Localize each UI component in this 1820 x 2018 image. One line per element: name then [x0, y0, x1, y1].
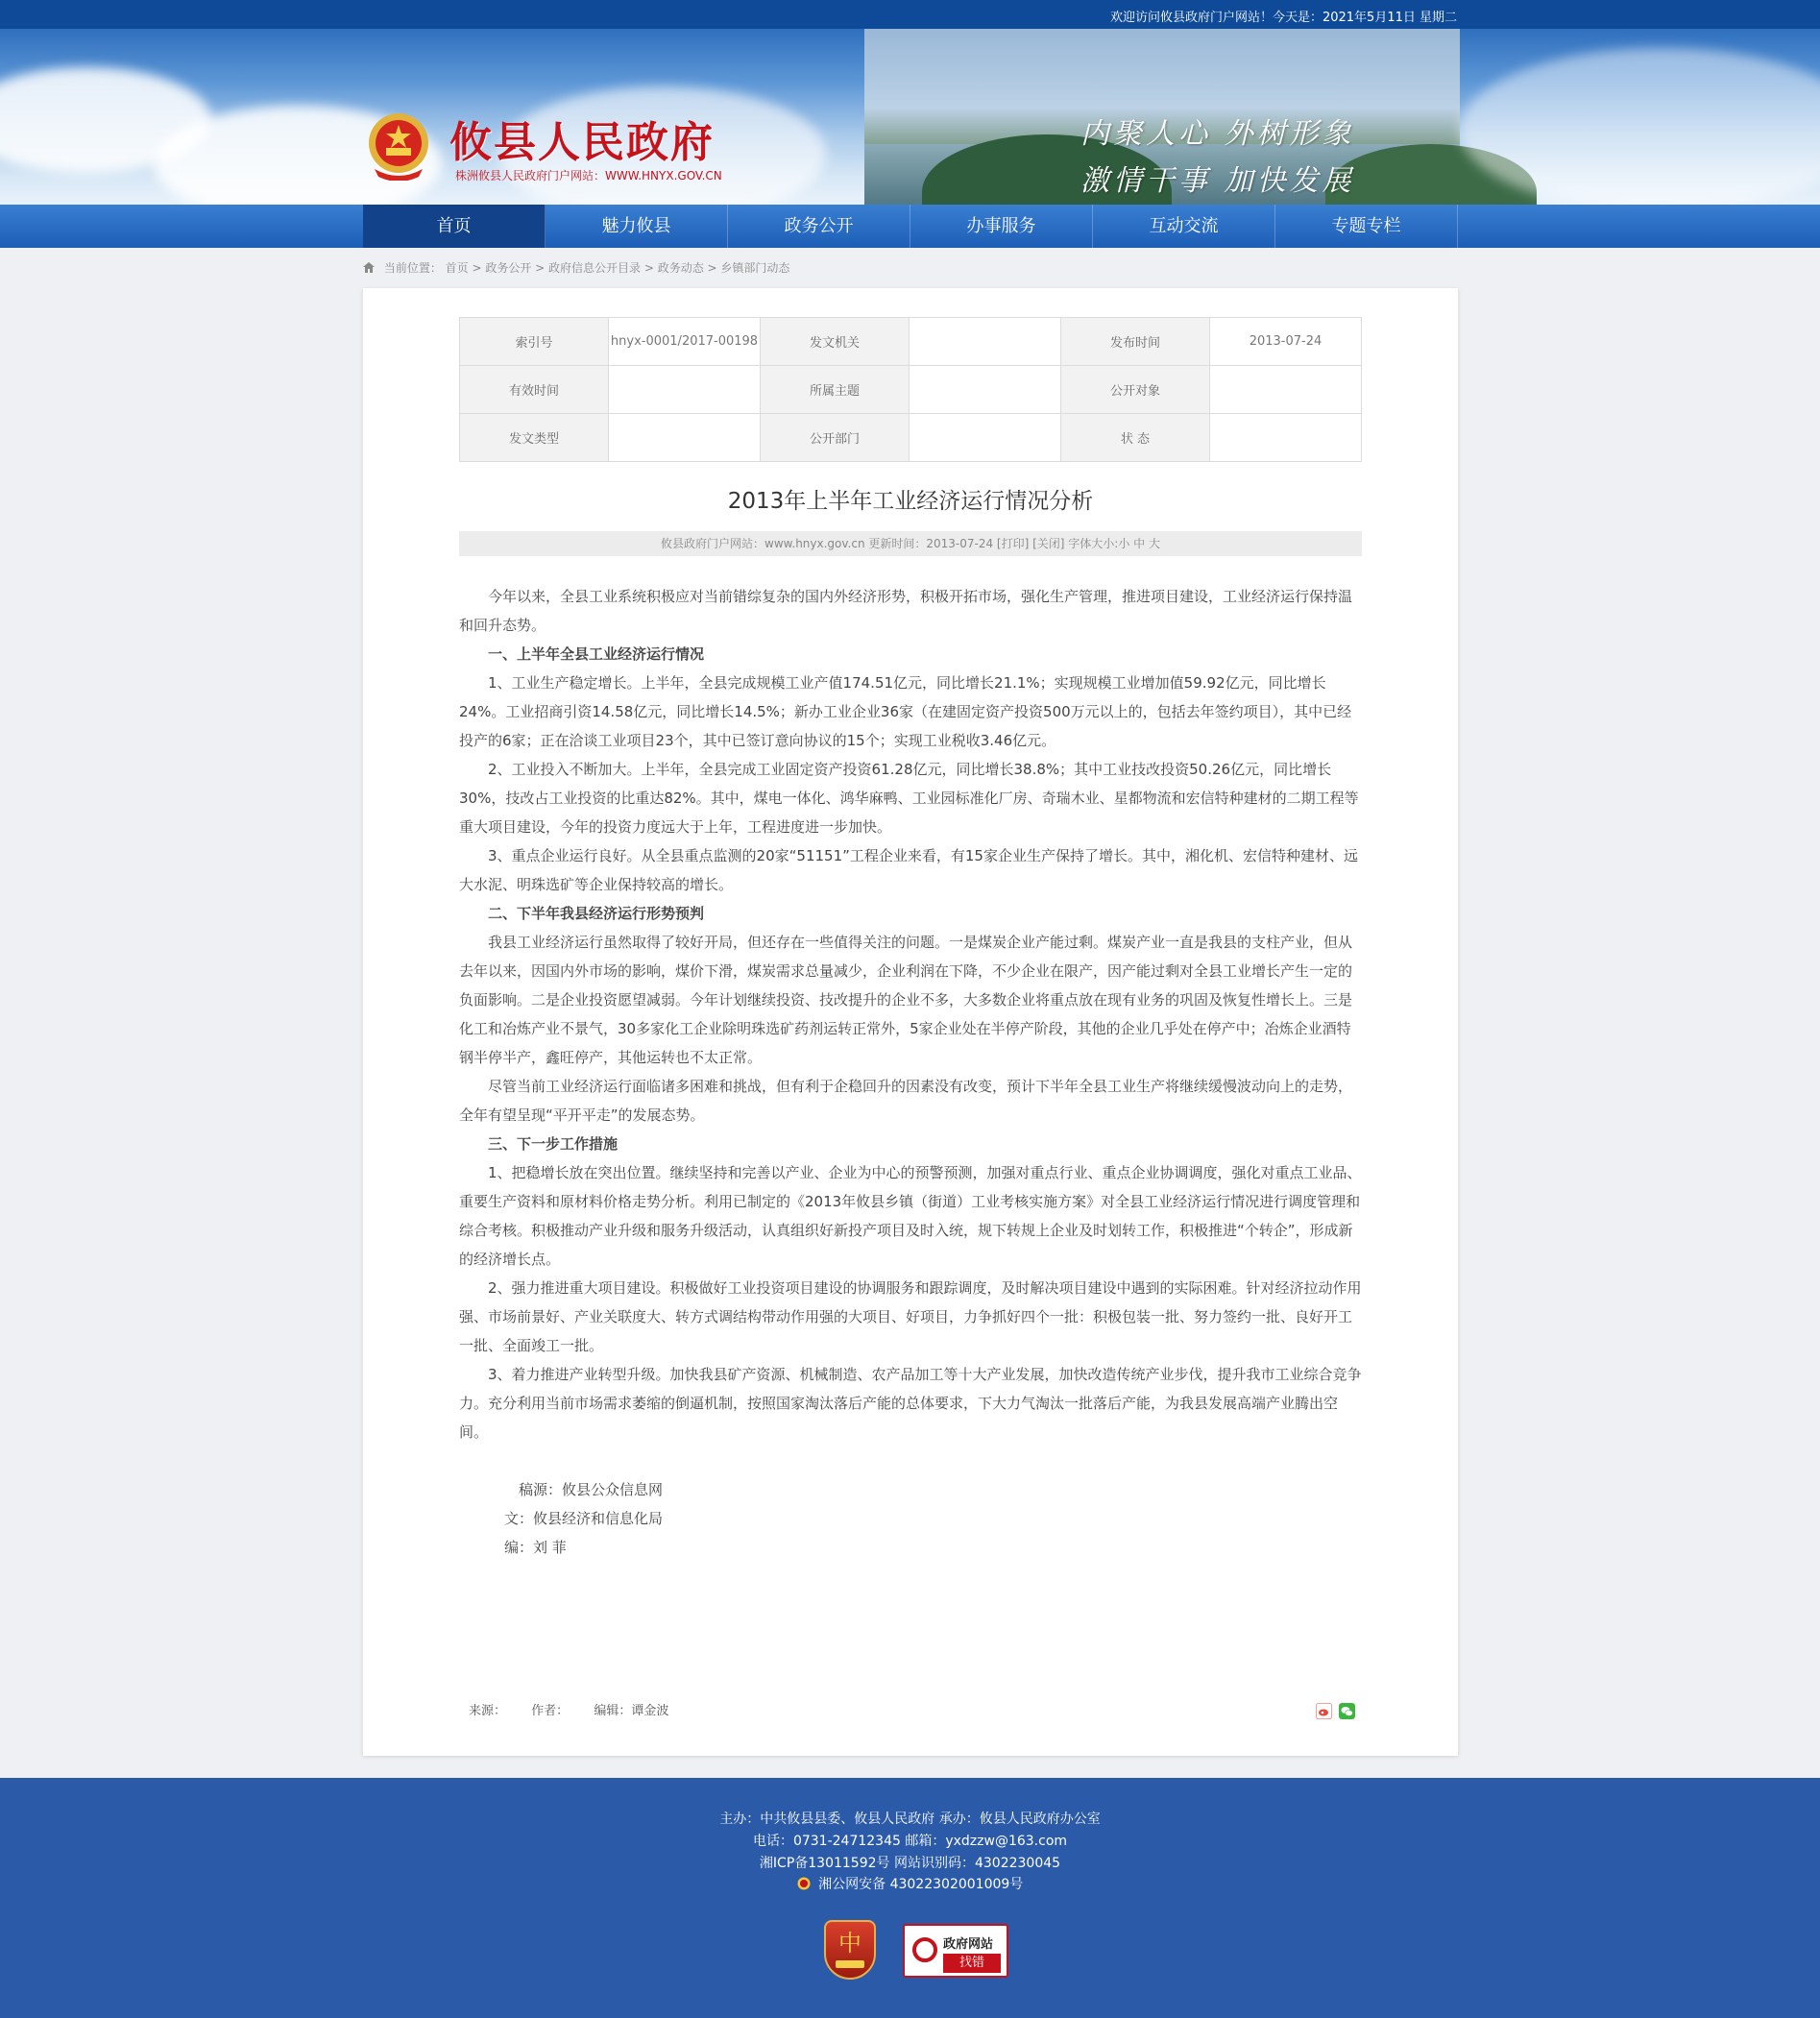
police-badge-icon — [797, 1877, 811, 1890]
footer-contact: 电话：0731-24712345 邮箱：yxdzzw@163.com — [752, 1834, 1068, 1849]
breadcrumb-label: 当前位置： — [383, 261, 442, 275]
meta-value: 2013-07-24 — [1210, 318, 1362, 366]
nav-item-gov-affairs[interactable]: 政务公开 — [728, 205, 910, 248]
footer-author: 作者： — [531, 1704, 570, 1718]
site-error-report-badge[interactable] — [903, 1924, 1008, 1978]
article-paragraph: 1、工业生产稳定增长。上半年，全县完成规模工业产值174.51亿元，同比增长21.1%；实现规模工业增加值59.92亿元，同比增长24%。工业招商引资14.58亿元，同比增长14.5%；新办工业企业36家（在建固定资产投资500万元以上的，包括去年签约项目），其中已经投产的6家；正在洽谈工业项目23个，其中已签订意向协议的15个；实现工业税收3.46亿元。 — [459, 674, 1352, 749]
article-paragraph: 今年以来，全县工业系统积极应对当前错综复杂的国内外经济形势，积极开拓市场，强化生产管理，推进项目建设，工业经济运行保持温和回升态势。 — [459, 588, 1353, 634]
weibo-share-icon[interactable] — [1316, 1703, 1332, 1719]
cloud-decoration — [1460, 48, 1820, 205]
meta-key: 所属主题 — [761, 366, 910, 414]
article-title: 2013年上半年工业经济运行情况分析 — [727, 489, 1094, 514]
meta-value — [910, 318, 1061, 366]
header-banner — [0, 29, 1820, 205]
article-source: 稿源：攸县公众信息网 — [519, 1481, 664, 1498]
meta-value — [910, 366, 1061, 414]
nav-item-services[interactable]: 办事服务 — [910, 205, 1093, 248]
meta-key: 有效时间 — [460, 366, 609, 414]
footer-editor: 编辑：谭金波 — [594, 1704, 669, 1718]
welcome-text: 欢迎访问攸县政府门户网站！今天是：2021年5月11日 星期二 — [1109, 11, 1457, 25]
meta-key: 索引号 — [460, 318, 609, 366]
magnifier-icon — [912, 1937, 937, 1962]
section-heading: 二、下半年我县经济运行形势预判 — [488, 905, 705, 922]
meta-table — [459, 317, 1362, 462]
meta-value — [609, 414, 761, 462]
meta-key: 公开对象 — [1061, 366, 1210, 414]
content-panel — [363, 288, 1458, 1756]
nav-item-charm[interactable]: 魅力攸县 — [546, 205, 728, 248]
footer-source: 来源： — [469, 1704, 507, 1718]
nav-item-interaction[interactable]: 互动交流 — [1093, 205, 1275, 248]
badge-emblem-icon — [826, 1922, 874, 1978]
meta-key: 发文类型 — [460, 414, 609, 462]
article-paragraph: 我县工业经济运行虽然取得了较好开局，但还存在一些值得关注的问题。一是煤炭企业产能过剩。煤炭产业一直是我县的支柱产业，但从去年以来，因国内外市场的影响，煤价下滑，煤炭需求总量减少，企业利润在下降，不少企业在限产，因产能过剩对全县工业增长产生一定的负面影响。二是企业投资愿望减弱。今年计划继续投资、技改提升的企业不多，大多数企业将重点放在现有业务的巩固及恢复性增长上。三是化工和冶炼产业不景气，30多家化工企业除明珠选矿药剂运转正常外，5家企业处在半停产阶段，其他的企业几乎处在停产中；冶炼企业酒特钢半停半产，鑫旺停产，其他运转也不太正常。 — [459, 934, 1353, 1066]
article-body — [459, 582, 1362, 1447]
meta-value — [910, 414, 1061, 462]
meta-value: hnyx-0001/2017-00198 — [609, 318, 761, 366]
nav-item-home[interactable]: 首页 — [363, 205, 546, 248]
footer-police-record[interactable] — [0, 1874, 1820, 1893]
article-paragraph: 尽管当前工业经济运行面临诸多困难和挑战，但有利于企稳回升的因素没有改变，预计下半年全县工业生产将继续缓慢波动向上的走势，全年有望呈现“平开平走”的发展态势。 — [459, 1078, 1353, 1124]
meta-value — [1210, 414, 1362, 462]
meta-key: 公开部门 — [761, 414, 910, 462]
svg-text:中: 中 — [838, 1930, 861, 1957]
footer-sponsor: 主办：中共攸县县委、攸县人民政府 承办：攸县人民政府办公室 — [719, 1811, 1101, 1827]
article-paragraph: 3、着力推进产业转型升级。加快我县矿产资源、机械制造、农产品加工等十大产业发展，加快改造传统产业步伐，提升我市工业综合竞争力。充分利用当前市场需求萎缩的倒逼机制，按照国家淘汰落后产能的总体要求，下大力气淘汰一批落后产能，为我县发展高端产业腾出空间。 — [459, 1366, 1362, 1441]
site-subtitle: 株洲攸县人民政府门户网站：WWW.HNYX.GOV.CN — [455, 169, 722, 182]
top-bar — [0, 0, 1820, 29]
site-title: 攸县人民政府 — [449, 118, 715, 167]
article-author: 文：攸县经济和信息化局 — [504, 1510, 664, 1527]
wechat-share-icon[interactable] — [1339, 1703, 1355, 1719]
footer-police-text: 湘公网安备 43022302001009号 — [818, 1877, 1024, 1892]
article-paragraph: 3、重点企业运行良好。从全县重点监测的20家“51151”工程企业来看，有15家企业生产保持了增长。其中，湘化机、宏信特种建材、远大水泥、明珠选矿等企业保持较高的增长。 — [459, 847, 1358, 893]
badge-action: 找错 — [943, 1954, 1001, 1973]
section-heading: 一、上半年全县工业经济运行情况 — [488, 645, 705, 663]
article-paragraph: 2、工业投入不断加大。上半年，全县完成工业固定资产投资61.28亿元，同比增长38.8%；其中工业技改投资50.26亿元，同比增长30%，技改占工业投资的比重达82%。其中，煤电一体化、鸿华麻鸭、工业园标准化厂房、奇瑞木业、星都物流和宏信特种建材的二期工程等重大项目建设，今年的投资力度远大于上年，工程进度进一步加快。 — [459, 761, 1359, 836]
meta-value — [609, 366, 761, 414]
table-row — [460, 318, 1362, 366]
article-paragraph: 2、强力推进重大项目建设。积极做好工业投资项目建设的协调服务和跟踪调度，及时解决项目建设中遇到的实际困难。针对经济拉动作用强、市场前景好、产业关联度大、转方式调结构带动作用强的大项目、好项目，力争抓好四个一批：积极包装一批、努力签约一批、良好开工一批、全面竣工一批。 — [459, 1279, 1362, 1354]
breadcrumb-path[interactable]: 首页 > 政务公开 > 政府信息公开目录 > 政务动态 > 乡镇部门动态 — [445, 261, 790, 275]
meta-value — [1210, 366, 1362, 414]
table-row — [460, 414, 1362, 462]
meta-key: 发布时间 — [1061, 318, 1210, 366]
section-heading: 三、下一步工作措施 — [488, 1135, 619, 1153]
nav-item-topics[interactable]: 专题专栏 — [1275, 205, 1458, 248]
meta-key: 发文机关 — [761, 318, 910, 366]
slogan-line-1: 内聚人心 外树形象 — [1080, 117, 1355, 151]
article-footer-meta — [469, 1700, 690, 1718]
badge-title: 政府网站 — [943, 1937, 994, 1952]
breadcrumb — [363, 259, 789, 276]
footer-icp[interactable]: 湘ICP备13011592号 网站识别码：4302230045 — [759, 1856, 1061, 1871]
national-emblem-icon — [367, 111, 430, 181]
table-row — [460, 366, 1362, 414]
main-nav — [0, 205, 1820, 248]
meta-key: 状 态 — [1061, 414, 1210, 462]
party-gov-badge-icon[interactable] — [824, 1920, 876, 1980]
article-editor: 编：刘 菲 — [504, 1539, 567, 1556]
slogan-line-2: 激情干事 加快发展 — [1080, 164, 1355, 198]
article-info-bar[interactable]: 攸县政府门户网站：www.hnyx.gov.cn 更新时间：2013-07-24 [打印] [关闭] 字体大小:小 中 大 — [459, 531, 1362, 556]
site-footer — [0, 1778, 1820, 2018]
home-icon — [363, 262, 375, 273]
article-paragraph: 1、把稳增长放在突出位置。继续坚持和完善以产业、企业为中心的预警预测，加强对重点行业、重点企业协调调度，强化对重点工业品、重要生产资料和原材料价格走势分析。利用已制定的《2013年攸县乡镇（街道）工业考核实施方案》对全县工业经济运行情况进行调度管理和综合考核。积极推动产业升级和服务升级活动，认真组织好新投产项目及时入统，规下转规上企业及时划转工作，积极推进“个转企”，形成新的经济增长点。 — [459, 1164, 1362, 1268]
